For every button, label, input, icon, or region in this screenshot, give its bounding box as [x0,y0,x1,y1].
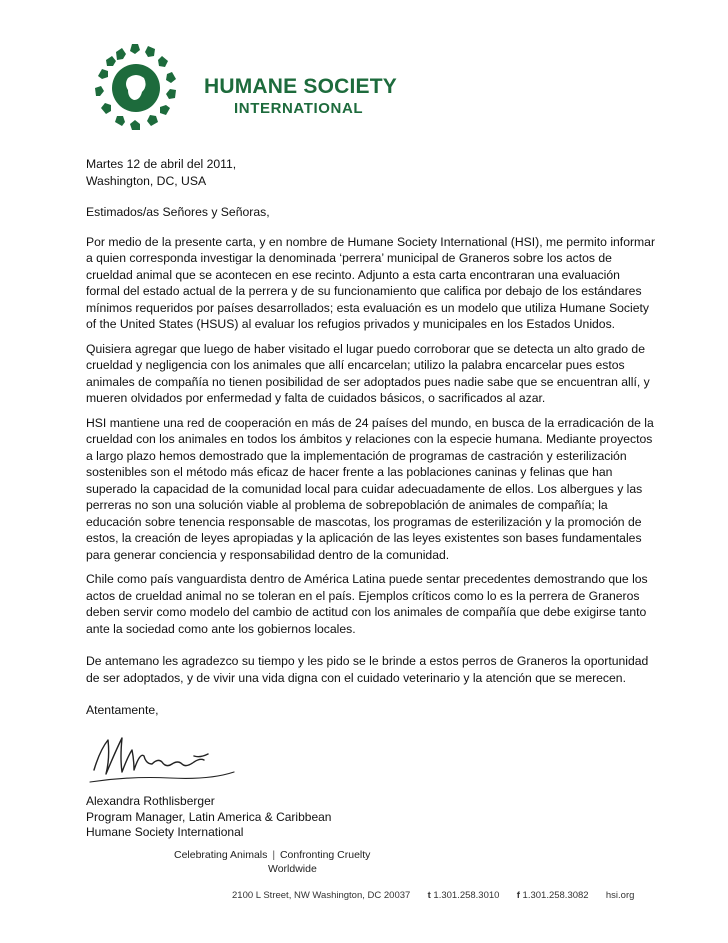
organization-name-line2: INTERNATIONAL [234,100,364,117]
street-address: 2100 L Street, NW Washington, DC 20037 [232,890,411,901]
letterhead [86,38,486,138]
letter-date: Martes 12 de abril del 2011, [86,157,237,171]
letter-location: Washington, DC, USA [86,173,207,188]
closing: Atentamente, [86,703,159,717]
phone-number: 1.301.258.3010 [433,890,500,901]
organization-name [204,76,397,116]
greeting: Estimados/as Señores y Señoras, [86,205,270,219]
dateline [86,156,656,189]
paragraph-2: Quisiera agregar que luego de haber visitado el lugar puedo corroborar que se detecta un alto grado de crueldad y negligencia con los animales que allí encarcelan; utilizo la palabra encarcelar pues estos animales de compañía no tienen posibilidad de ser adoptados pues nadie sabe que se encuentran allí, y mueren olvidados por enfermedad y falta de cuidados básicos, o sacrificados al azar. [86,341,650,405]
tagline-separator: | [272,849,276,861]
signer-org: Humane Society International [86,825,244,839]
fax-number: 1.301.258.3082 [522,890,589,901]
organization-name-line1: HUMANE SOCIETY [204,75,397,98]
letter-body [86,156,656,727]
animal-globe-logo-icon [86,38,186,138]
signer-title: Program Manager, Latin America & Caribbean [86,809,332,824]
tagline-left: Celebrating Animals [174,849,268,861]
tagline-worldwide: Worldwide [268,863,317,875]
paragraph-5: De antemano les agradezco su tiempo y les pido se le brinde a estos perros de Graneros la oportunidad de ser adoptados, y de vivir una vida digna con el cuidado veterinario y la atención que se merecen. [86,654,649,685]
footer-tagline [174,848,370,876]
paragraph-3: HSI mantiene una red de cooperación en más de 24 países del mundo, en busca de la erradicación de la crueldad con los animales en todos los ámbitos y relaciones con la especie humana. Mediante proyectos a largo plazo hemos demostrado que la implementación de programas de castración y esterilización sostenibles son el método más eficaz de hacer frente a las poblaciones caninas y felinas que han superado la capacidad de la comunidad local para cuidar adecuadamente de ellos. Los albergues y las perreras no son una solución viable al problema de sobrepoblación de animales de compañía; la educación sobre tenencia responsable de mascotas, los programas de esterilización y la promoción de estos, la creación de leyes apropiadas y la aplicación de las leyes existentes son bases fundamentales para generar conciencia y responsabilidad dentro de la comunidad. [86,415,654,562]
tagline-right: Confronting Cruelty [279,849,371,861]
paragraph-4: Chile como país vanguardista dentro de América Latina puede sentar precedentes demostrando que los actos de crueldad animal no se toleran en el país. Ejemplos críticos como lo es la perrera de Graneros deben servir como modelo del cambio de actitud con los animales de compañía que debe exigirse tanto ante la sociedad como ante los gobiernos locales. [86,572,648,636]
fax-label: f [516,890,520,901]
website-link[interactable]: hsi.org [605,890,635,901]
paragraph-1: Por medio de la presente carta, y en nombre de Humane Society International (HSI), me permito informar a quien corresponda investigar la denominada ‘perrera’ municipal de Graneros sobre los actos de crueldad animal que se acontecen en ese recinto. Adjunto a esta carta encontraran una evaluación formal del estado actual de la perrera y de su funcionamiento que califica por debajo de los estándares mínimos requeridos por países desarrollados; esta evaluación es un modelo que utiliza Humane Society of the United States (HSUS) al evaluar los refugios privados y municipales en los Estados Unidos. [86,234,656,331]
signer-name: Alexandra Rothlisberger [86,794,215,808]
handwritten-signature-icon [86,722,256,792]
signer-block [86,794,331,841]
phone-label: t [427,890,431,901]
footer-address [232,890,634,901]
